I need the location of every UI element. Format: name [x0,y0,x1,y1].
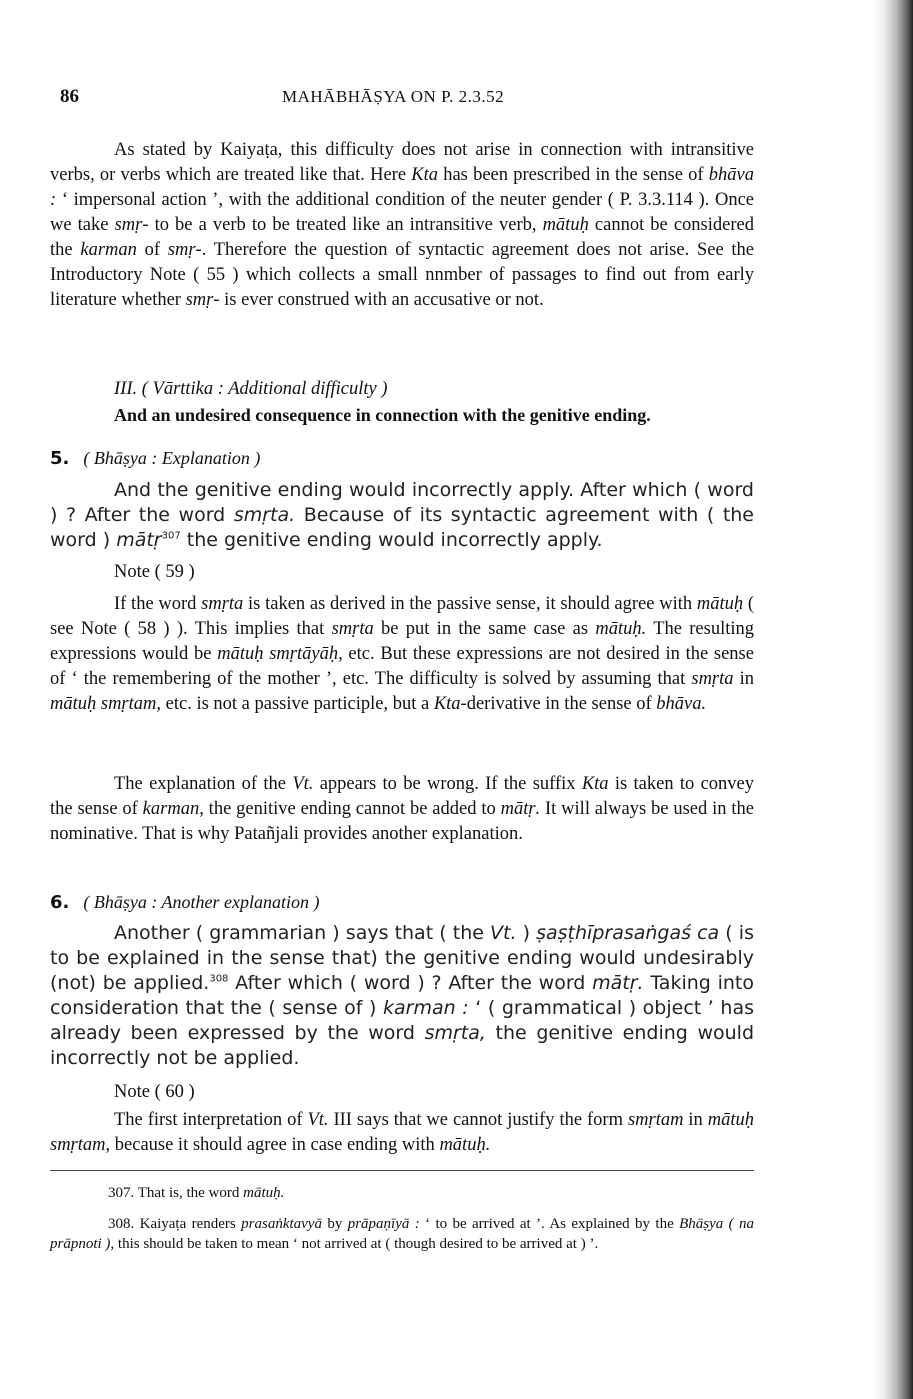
section-5-heading [50,448,260,469]
section-label: ( Bhāṣya : Another explanation ) [83,892,320,912]
note-59-paragraph-1: If the word smṛta is taken as derived in the passive sense, it should agree with mātuḥ ( see Note ( 58 ) ). This implies that smṛta be put in the same case as mātuḥ. The resulting expressions would be mātuḥ smṛtāyāḥ, etc. But these expressions are not desired in the sense of ‘ the remembering of the mother ’, etc. The difficulty is solved by assuming that smṛta in mātuḥ smṛtam, etc. is not a passive participle, but a Kta-derivative in the sense of bhāva. [50,594,755,714]
footnote-ref-308: 308 [209,973,229,985]
footnote-307: 307. That is, the word mātuḥ. [108,1185,285,1201]
page-number: 86 [60,86,79,107]
section-5-text: And the genitive ending would incorrectly apply. After which ( word ) ? After the word smṛta. Because of its syntactic agreement with ( the word ) mātṛ$^{307}$ the genitive ending would incorrectly apply. [50,479,754,551]
footnote-ref-307: 307 [161,530,181,542]
varttika-text: And an undesired consequence in connection with the genitive ending. [114,405,651,425]
page-header [50,86,756,114]
note-60-label: Note ( 60 ) [114,1082,195,1102]
section-6-heading [50,892,320,913]
section-number: 5. [50,448,70,469]
note-59-label: Note ( 59 ) [114,562,195,582]
book-binding-shadow [871,0,913,1399]
section-label: ( Bhāṣya : Explanation ) [83,448,261,468]
paragraph-kaiyata: As stated by Kaiyaṭa, this difficulty does not arise in connection with intransitive verbs, or verbs which are treated like that. Here Kta has been prescribed in the sense of bhāva : ‘ impersonal action ’, with the additional condition of the neuter gender ( P. 3.3.114 ). Once we take smṛ- to be a verb to be treated like an intransitive verb, mātuḥ cannot be considered the karman of smṛ-. Therefore the question of syntactic agreement does not arise. See the Introductory Note ( 55 ) which collects a small nnmber of passages to find out from early literature whether smṛ- is ever construed with an accusative or not. [50,140,755,310]
section-number: 6. [50,892,70,913]
running-title: MAHĀBHĀṢYA ON P. 2.3.52 [282,87,505,106]
note-60-paragraph: The first interpretation of Vt. III says that we cannot justify the form smṛtam in mātuḥ smṛtam, because it should agree in case ending with mātuḥ. [50,1110,755,1155]
footnote-divider [50,1170,754,1171]
varttika-heading: III. ( Vārttika : Additional difficulty ) [114,379,388,399]
footnote-308: 308. Kaiyaṭa renders prasaṅktavyā by prāpaṇīyā : ‘ to be arrived at ’. As explained by the Bhāṣya ( na prāpnoti ), this should be taken to mean ‘ not arrived at ( though desired to be arrived at ) ’. [50,1216,754,1252]
note-59-paragraph-2: The explanation of the Vt. appears to be wrong. If the suffix Kta is taken to convey the sense of karman, the genitive ending cannot be added to mātṛ. It will always be used in the nominative. That is why Patañjali provides another explanation. [50,774,754,844]
section-6-text: Another ( grammarian ) says that ( the Vt. ) ṣaṣṭhīprasaṅgaś ca ( is to be explained in the sense that) the genitive ending would undesirably (not) be applied.$^{308}$ After which ( word ) ? After the word mātṛ. Taking into consideration that the ( sense of ) karman : ‘ ( grammatical ) object ’ has already been expressed by the word smṛta, the genitive ending would incorrectly not be applied. [50,922,755,1069]
